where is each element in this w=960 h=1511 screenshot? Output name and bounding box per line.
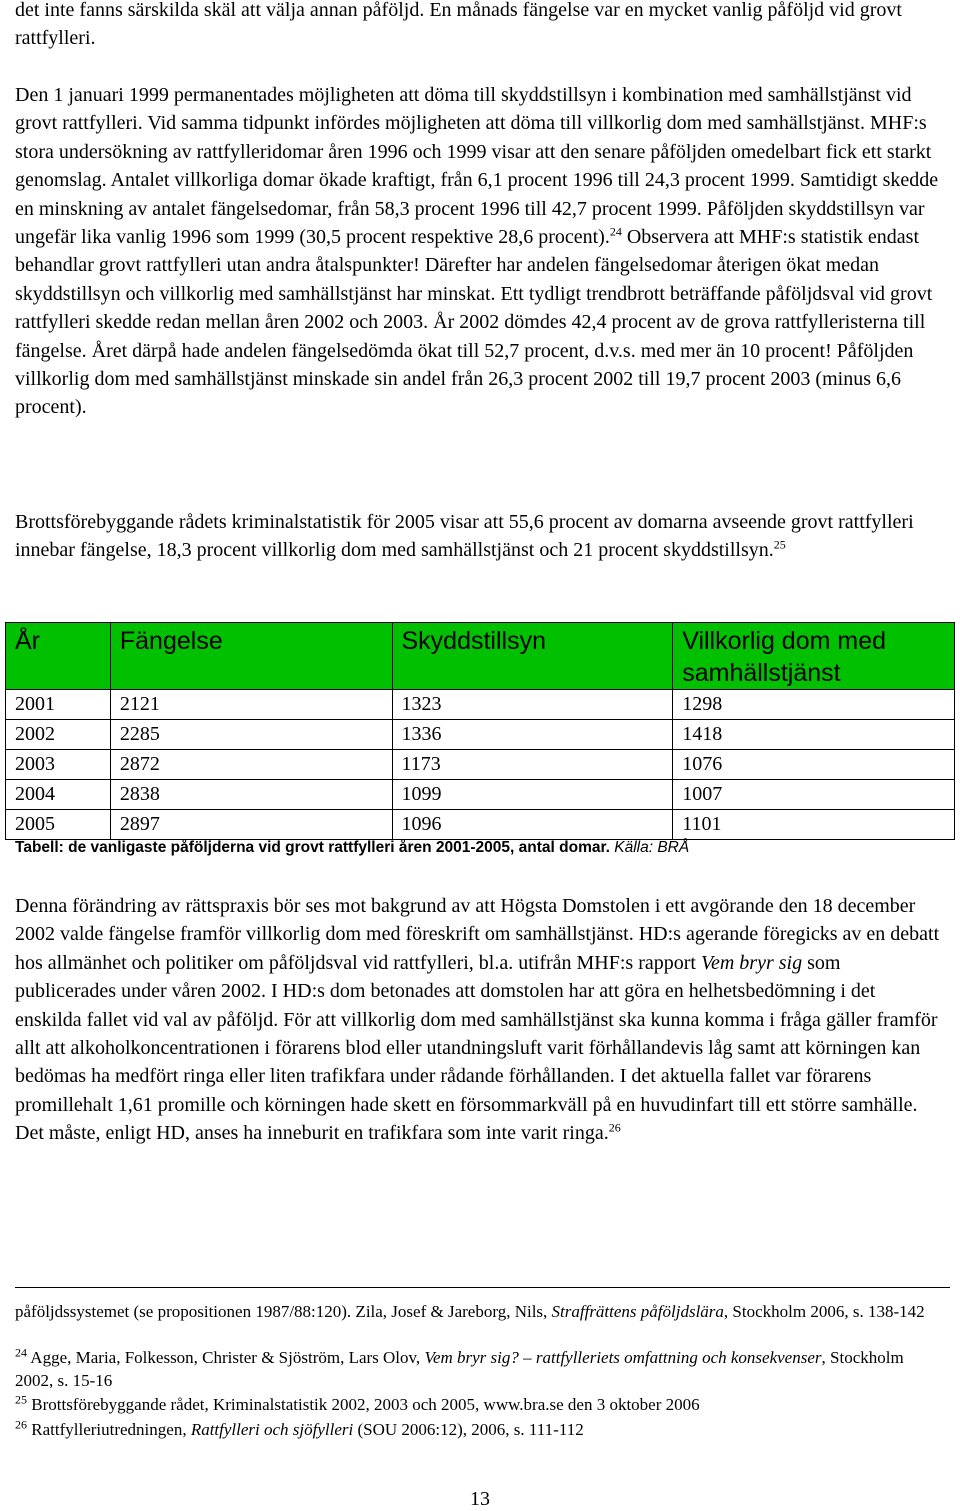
table-row: [6, 720, 955, 750]
table-row: [6, 750, 955, 780]
header-prison: Fängelse: [110, 623, 392, 690]
table-header-row: [6, 623, 955, 690]
footnote-24: [15, 1347, 945, 1392]
table-cell: 2003: [6, 750, 111, 780]
header-conditional-community-service: Villkorlig dom med samhällstjänst: [673, 623, 955, 690]
table-cell: 2002: [6, 720, 111, 750]
paragraph-statistics-text-b: Observera att MHF:s statistik endast behandlar grovt rattfylleri utan andra åtalspunkter! Därefter har andelen fängelsedomar återigen ökat medan skyddstillsyn och villkorlig med samhällstjänst har minskat. Ett tydligt trendbrott beträffande påföljdsval vid grovt rattfylleri skedde redan mellan åren 2002 och 2003. År 2002 dömdes 42,4 procent av de grova rattfylleristerna till fängelse. Året därpå hade andelen fängelsedömda ökat till 52,7 procent, d.v.s. med mer än 10 procent! Påföljden villkorlig dom med samhällstjänst minskade sin andel från 26,3 procent 2002 till 19,7 procent 2003 (minus 6,6 procent).: [15, 226, 933, 419]
footnote-25-number: 25: [15, 1392, 27, 1407]
footnote-26: [15, 1419, 945, 1442]
table-cell: 2838: [110, 780, 392, 810]
footnote-continued-italic: Straffrättens påföljdslära: [551, 1302, 724, 1321]
footnote-continued: [15, 1301, 945, 1324]
table-cell: 1323: [392, 690, 673, 720]
footnote-24-italic: Vem bryr sig? – rattfylleriets omfattning och konsekvenser: [424, 1348, 822, 1367]
page-number: 13: [470, 1488, 490, 1510]
report-title: Vem bryr sig: [700, 951, 803, 974]
footnote-separator: [15, 1287, 950, 1288]
table-cell: 1418: [673, 720, 955, 750]
table-cell: 1007: [673, 780, 955, 810]
footnote-26-text-a: Rattfylleriutredningen,: [27, 1420, 191, 1439]
table-source: Källa: BRÅ: [614, 839, 690, 856]
paragraph-bra: [15, 508, 945, 565]
paragraph-supreme-court: [15, 892, 945, 1148]
table-cell: 1099: [392, 780, 673, 810]
table-row: [6, 810, 955, 840]
table-cell: 1096: [392, 810, 673, 840]
paragraph-bra-text: Brottsförebyggande rådets kriminalstatistik för 2005 visar att 55,6 procent av domarna avseende grovt rattfylleri innebar fängelse, 18,3 procent villkorlig dom med samhällstjänst och 21 procent skyddstillsyn.: [15, 511, 914, 562]
table-row: [6, 690, 955, 720]
paragraph-supreme-court-text-a: Denna förändring av rättspraxis bör ses mot bakgrund av att Högsta Domstolen i ett avgörande den 18 december 2002 valde fängelse framför villkorlig dom med föreskrift om samhällstjänst. HD:s agerande föregicks av en debatt hos allmänhet och politiker om påföljdsval vid rattfylleri, bl.a. utifrån MHF:s rapport: [15, 895, 940, 974]
footnote-ref-26[interactable]: 26: [608, 1120, 621, 1135]
footnote-ref-25[interactable]: 25: [773, 537, 786, 552]
footnote-26-italic: Rattfylleri och sjöfylleri: [190, 1420, 354, 1439]
table-cell: 1298: [673, 690, 955, 720]
table-cell: 1101: [673, 810, 955, 840]
table-cell: 1076: [673, 750, 955, 780]
footnote-26-number: 26: [15, 1417, 27, 1432]
table-cell: 2001: [6, 690, 111, 720]
footnote-25: [15, 1394, 945, 1417]
footnote-24-text-a: Agge, Maria, Folkesson, Christer & Sjöström, Lars Olov,: [27, 1348, 425, 1367]
table-cell: 1173: [392, 750, 673, 780]
footnote-26-text-b: (SOU 2006:12), 2006, s. 111-112: [353, 1420, 584, 1439]
footnote-continued-text-b: , Stockholm 2006, s. 138-142: [723, 1302, 925, 1321]
footnote-ref-24[interactable]: 24: [609, 224, 622, 239]
footnote-24-number: 24: [15, 1345, 27, 1360]
table-cell: 2004: [6, 780, 111, 810]
table-caption: [15, 839, 689, 857]
footnote-24-text-b: , Stockholm 2002, s. 15-16: [15, 1348, 904, 1390]
table-cell: 2897: [110, 810, 392, 840]
paragraph-statistics: [15, 81, 945, 422]
paragraph-intro-text: det inte fanns särskilda skäl att välja annan påföljd. En månads fängelse var en mycket vanlig påföljd vid grovt rattfylleri.: [15, 0, 902, 50]
header-probation: Skyddstillsyn: [392, 623, 673, 690]
table-cell: 2285: [110, 720, 392, 750]
table-cell: 2872: [110, 750, 392, 780]
paragraph-supreme-court-text-b: som publicerades under våren 2002. I HD:s dom betonades att domstolen har att göra en helhetsbedömning i det enskilda fallet vid val av påföljd. För att villkorlig dom med samhällstjänst ska kunna komma i fråga gäller framför allt att alkoholkoncentrationen i förarens blod eller utandningsluft varit förhållandevis låg samt att körningen kan bedömas ha medfört ringa eller liten trafikfara under rådande förhållanden. I det aktuella fallet var förarens promillehalt 1,61 promille och körningen hade skett en försommarkväll på en huvudinfart till ett större samhälle. Det måste, enligt HD, anses ha inneburit en trafikfara som inte varit ringa.: [15, 951, 938, 1145]
sentencing-table: [5, 622, 955, 840]
table-cell: 2121: [110, 690, 392, 720]
header-year: År: [6, 623, 111, 690]
table-cell: 1336: [392, 720, 673, 750]
table-cell: 2005: [6, 810, 111, 840]
footnote-continued-text-a: påföljdssystemet (se propositionen 1987/88:120). Zila, Josef & Jareborg, Nils,: [15, 1302, 552, 1321]
paragraph-intro: [15, 0, 945, 53]
footnote-25-text: Brottsförebyggande rådet, Kriminalstatistik 2002, 2003 och 2005, www.bra.se den 3 oktober 2006: [27, 1395, 700, 1414]
paragraph-statistics-text-a: Den 1 januari 1999 permanentades möjligheten att döma till skyddstillsyn i kombination med samhällstjänst vid grovt rattfylleri. Vid samma tidpunkt infördes möjligheten att döma till villkorlig dom med samhällstjänst. MHF:s stora undersökning av rattfylleridomar åren 1996 och 1999 visar att den senare påföljden omedelbart fick ett starkt genomslag. Antalet villkorliga domar ökade kraftigt, från 6,1 procent 1996 till 24,3 procent 1999. Samtidigt skedde en minskning av antalet fängelsedomar, från 58,3 procent 1996 till 42,7 procent 1999. Påföljden skyddstillsyn var ungefär lika vanlig 1996 som 1999 (30,5 procent respektive 28,6 procent).: [15, 84, 939, 249]
table-caption-text: Tabell: de vanligaste påföljderna vid grovt rattfylleri åren 2001-2005, antal domar.: [15, 839, 610, 856]
table-row: [6, 780, 955, 810]
